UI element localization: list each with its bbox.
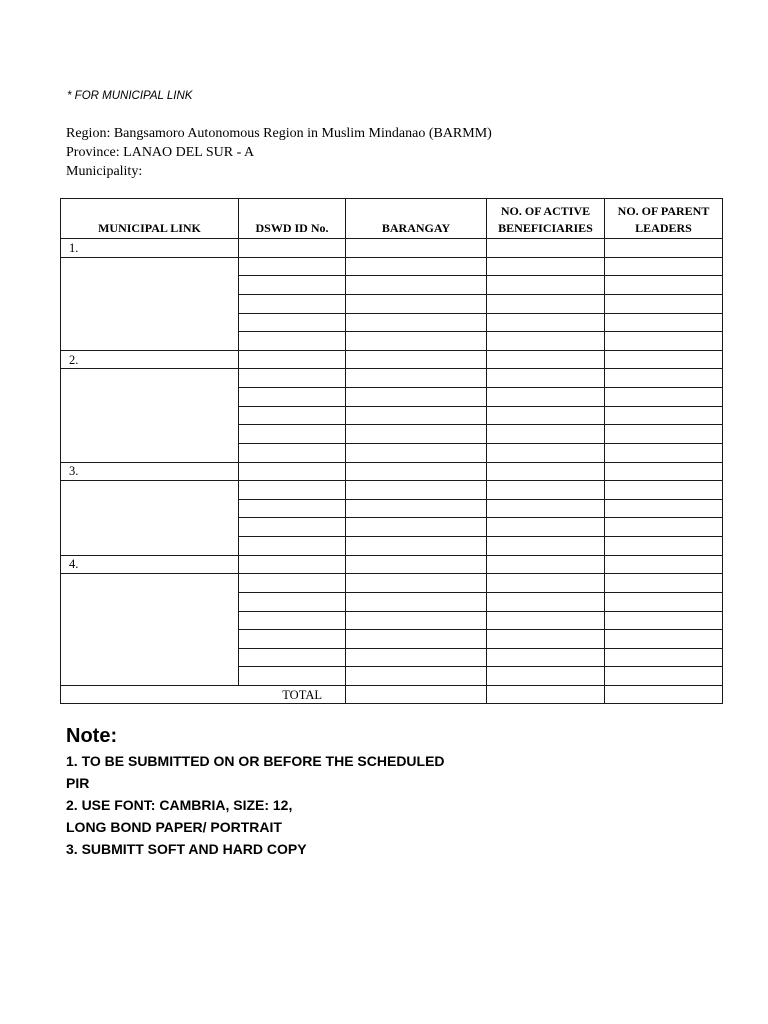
- dswd-id-cell: [239, 499, 346, 518]
- active-beneficiaries-cell: [487, 611, 605, 630]
- column-header-parent-leaders: NO. OF PARENT LEADERS: [605, 199, 723, 239]
- barangay-cell: [346, 592, 487, 611]
- active-beneficiaries-cell: [487, 239, 605, 258]
- note-line: LONG BOND PAPER/ PORTRAIT: [66, 819, 282, 835]
- total-label: TOTAL: [61, 686, 346, 704]
- parent-leaders-cell: [605, 388, 723, 407]
- active-beneficiaries-cell: [487, 518, 605, 537]
- total-row: [61, 686, 723, 704]
- dswd-id-cell: [239, 239, 346, 258]
- column-header-active-beneficiaries: NO. OF ACTIVE BENEFICIARIES: [487, 199, 605, 239]
- active-beneficiaries-cell: [487, 648, 605, 667]
- active-beneficiaries-cell: [487, 443, 605, 462]
- municipal-link-number: 1.: [61, 239, 239, 258]
- parent-leaders-cell: [605, 276, 723, 295]
- active-beneficiaries-cell: [487, 350, 605, 369]
- note-line: 1. TO BE SUBMITTED ON OR BEFORE THE SCHEDULED: [66, 753, 445, 769]
- notes-title: Note:: [66, 725, 118, 747]
- active-beneficiaries-cell: [487, 592, 605, 611]
- notes-list: [66, 750, 445, 860]
- barangay-cell: [346, 574, 487, 593]
- active-beneficiaries-cell: [487, 667, 605, 686]
- dswd-id-cell: [239, 425, 346, 444]
- form-type-note: * FOR MUNICIPAL LINK: [67, 90, 193, 102]
- active-beneficiaries-cell: [487, 574, 605, 593]
- table-row: [61, 350, 723, 369]
- dswd-id-cell: [239, 537, 346, 556]
- parent-leaders-cell: [605, 332, 723, 351]
- municipal-link-name-cell: [61, 257, 239, 350]
- table-row: [61, 257, 723, 276]
- column-header-dswd-id: DSWD ID No.: [239, 199, 346, 239]
- active-beneficiaries-cell: [487, 481, 605, 500]
- parent-leaders-cell: [605, 462, 723, 481]
- dswd-id-cell: [239, 555, 346, 574]
- dswd-id-cell: [239, 462, 346, 481]
- municipal-link-name-cell: [61, 481, 239, 556]
- dswd-id-cell: [239, 667, 346, 686]
- barangay-cell: [346, 406, 487, 425]
- parent-leaders-cell: [605, 648, 723, 667]
- active-beneficiaries-cell: [487, 313, 605, 332]
- active-beneficiaries-cell: [487, 276, 605, 295]
- dswd-id-cell: [239, 574, 346, 593]
- parent-leaders-cell: [605, 592, 723, 611]
- table-row: [61, 239, 723, 258]
- active-beneficiaries-cell: [487, 630, 605, 649]
- dswd-id-cell: [239, 406, 346, 425]
- parent-leaders-cell: [605, 611, 723, 630]
- active-beneficiaries-cell: [487, 257, 605, 276]
- barangay-cell: [346, 667, 487, 686]
- dswd-id-cell: [239, 257, 346, 276]
- dswd-id-cell: [239, 443, 346, 462]
- table-row: [61, 574, 723, 593]
- parent-leaders-cell: [605, 630, 723, 649]
- barangay-cell: [346, 369, 487, 388]
- table-row: [61, 555, 723, 574]
- parent-leaders-cell: [605, 537, 723, 556]
- municipal-link-name-cell: [61, 369, 239, 462]
- table-row: [61, 462, 723, 481]
- barangay-cell: [346, 313, 487, 332]
- municipal-link-number: 3.: [61, 462, 239, 481]
- parent-leaders-cell: [605, 239, 723, 258]
- parent-leaders-cell: [605, 499, 723, 518]
- barangay-cell: [346, 239, 487, 258]
- barangay-cell: [346, 518, 487, 537]
- barangay-cell: [346, 443, 487, 462]
- parent-leaders-cell: [605, 350, 723, 369]
- barangay-cell: [346, 462, 487, 481]
- parent-leaders-cell: [605, 406, 723, 425]
- province-line: Province: LANAO DEL SUR - A: [66, 145, 255, 160]
- barangay-cell: [346, 537, 487, 556]
- barangay-cell: [346, 555, 487, 574]
- note-line: 2. USE FONT: CAMBRIA, SIZE: 12,: [66, 797, 293, 813]
- dswd-id-cell: [239, 388, 346, 407]
- municipal-link-number: 2.: [61, 350, 239, 369]
- parent-leaders-cell: [605, 574, 723, 593]
- table-row: [61, 369, 723, 388]
- dswd-id-cell: [239, 332, 346, 351]
- active-beneficiaries-cell: [487, 369, 605, 388]
- dswd-id-cell: [239, 276, 346, 295]
- parent-leaders-cell: [605, 518, 723, 537]
- municipal-link-table: [60, 198, 723, 704]
- municipality-line: Municipality:: [66, 164, 143, 179]
- barangay-cell: [346, 388, 487, 407]
- barangay-cell: [346, 630, 487, 649]
- municipal-link-number: 4.: [61, 555, 239, 574]
- region-line: Region: Bangsamoro Autonomous Region in Muslim Mindanao (BARMM): [66, 126, 492, 141]
- location-info: [66, 124, 492, 181]
- parent-leaders-cell: [605, 667, 723, 686]
- barangay-cell: [346, 481, 487, 500]
- active-beneficiaries-cell: [487, 555, 605, 574]
- dswd-id-cell: [239, 294, 346, 313]
- active-beneficiaries-cell: [487, 462, 605, 481]
- parent-leaders-cell: [605, 425, 723, 444]
- municipal-link-name-cell: [61, 574, 239, 686]
- total-parent-leaders-cell: [605, 686, 723, 704]
- barangay-cell: [346, 611, 487, 630]
- barangay-cell: [346, 294, 487, 313]
- active-beneficiaries-cell: [487, 425, 605, 444]
- note-line: PIR: [66, 775, 90, 791]
- active-beneficiaries-cell: [487, 537, 605, 556]
- parent-leaders-cell: [605, 555, 723, 574]
- column-header-barangay: BARANGAY: [346, 199, 487, 239]
- barangay-cell: [346, 425, 487, 444]
- parent-leaders-cell: [605, 294, 723, 313]
- notes-section: [66, 724, 445, 860]
- dswd-id-cell: [239, 350, 346, 369]
- dswd-id-cell: [239, 369, 346, 388]
- active-beneficiaries-cell: [487, 294, 605, 313]
- barangay-cell: [346, 499, 487, 518]
- dswd-id-cell: [239, 630, 346, 649]
- parent-leaders-cell: [605, 443, 723, 462]
- active-beneficiaries-cell: [487, 388, 605, 407]
- active-beneficiaries-cell: [487, 406, 605, 425]
- parent-leaders-cell: [605, 481, 723, 500]
- barangay-cell: [346, 350, 487, 369]
- parent-leaders-cell: [605, 257, 723, 276]
- dswd-id-cell: [239, 518, 346, 537]
- parent-leaders-cell: [605, 369, 723, 388]
- dswd-id-cell: [239, 481, 346, 500]
- dswd-id-cell: [239, 648, 346, 667]
- dswd-id-cell: [239, 611, 346, 630]
- column-header-municipal-link: MUNICIPAL LINK: [61, 199, 239, 239]
- dswd-id-cell: [239, 313, 346, 332]
- active-beneficiaries-cell: [487, 332, 605, 351]
- barangay-cell: [346, 257, 487, 276]
- table-header-row: [61, 199, 723, 239]
- barangay-cell: [346, 276, 487, 295]
- table-row: [61, 481, 723, 500]
- note-line: 3. SUBMITT SOFT AND HARD COPY: [66, 841, 307, 857]
- active-beneficiaries-cell: [487, 499, 605, 518]
- dswd-id-cell: [239, 592, 346, 611]
- total-active-beneficiaries-cell: [487, 686, 605, 704]
- total-barangay-cell: [346, 686, 487, 704]
- barangay-cell: [346, 648, 487, 667]
- parent-leaders-cell: [605, 313, 723, 332]
- barangay-cell: [346, 332, 487, 351]
